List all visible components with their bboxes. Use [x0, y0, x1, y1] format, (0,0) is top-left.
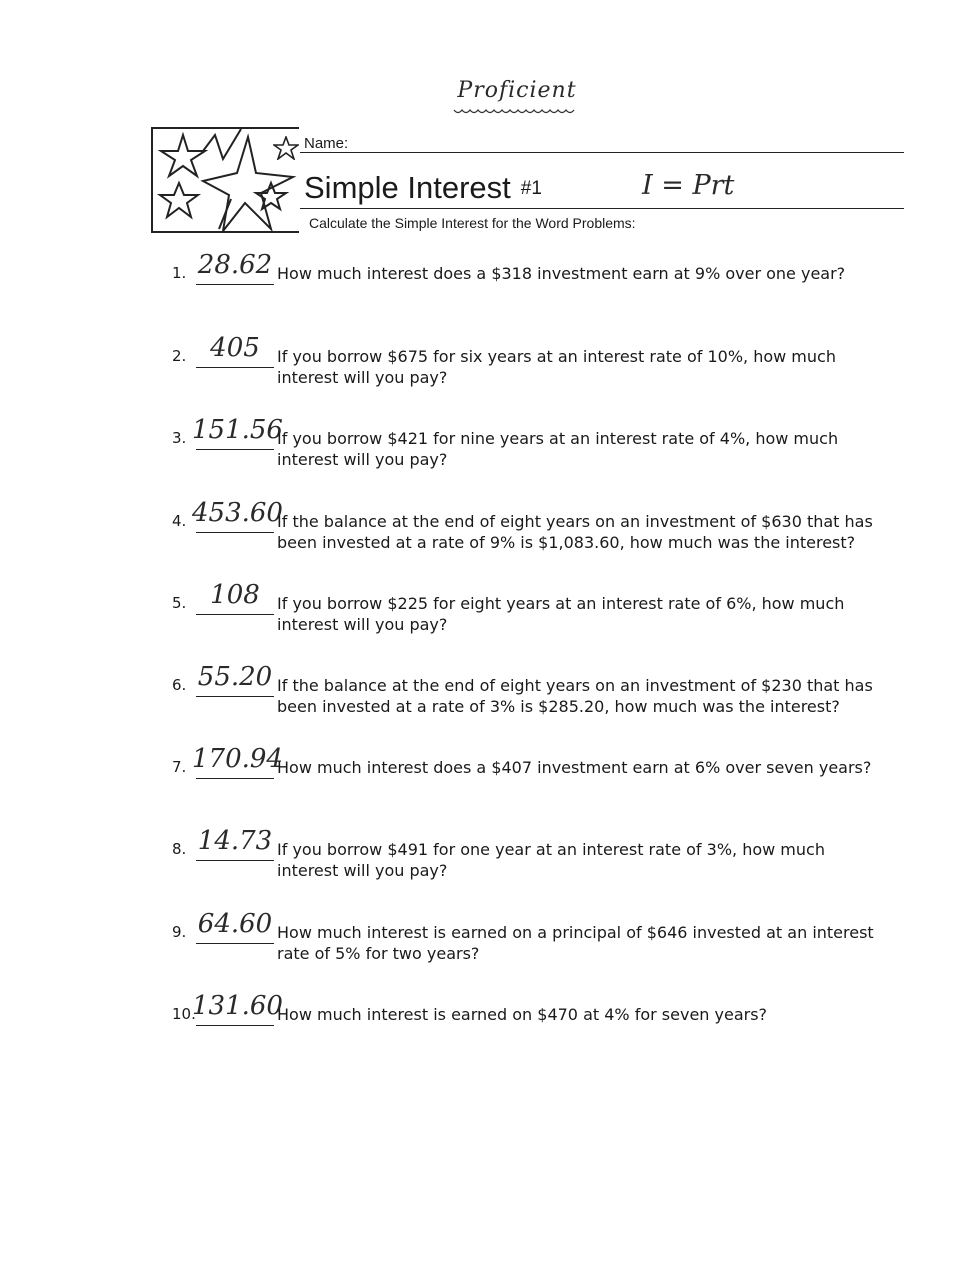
answer-blank[interactable]: [196, 943, 274, 944]
handwritten-answer: 131.60: [192, 991, 283, 1021]
problem-number: 6.: [172, 676, 187, 694]
title-number: #1: [520, 178, 542, 199]
small-star-icon: [273, 136, 299, 160]
problem-number: 5.: [172, 594, 187, 612]
worksheet-title: [304, 170, 542, 206]
proficient-label: Proficient: [457, 78, 577, 103]
problem-number: 1.: [172, 264, 187, 282]
wavy-underline: [452, 106, 582, 116]
title-text: Simple Interest: [304, 170, 511, 205]
answer-blank[interactable]: [196, 532, 274, 533]
handwritten-answer: 14.73: [197, 826, 273, 856]
problem-text: If you borrow $225 for eight years at an interest rate of 6%, how much interest will you pay?: [277, 594, 845, 634]
problem-text: How much interest does a $318 investment earn at 9% over one year?: [277, 264, 846, 283]
name-field-line: [300, 152, 904, 153]
problem-number: 8.: [172, 840, 187, 858]
problem-number: 9.: [172, 923, 187, 941]
problem-number: 4.: [172, 512, 187, 530]
handwritten-answer: 64.60: [197, 909, 273, 939]
answer-blank[interactable]: [196, 284, 274, 285]
problem-text: If you borrow $491 for one year at an interest rate of 3%, how much interest will you pay?: [277, 840, 825, 880]
problem-number: 3.: [172, 429, 187, 447]
answer-blank[interactable]: [196, 449, 274, 450]
answer-blank[interactable]: [196, 1025, 274, 1026]
handwritten-answer: 28.62: [197, 250, 273, 280]
problem-number: 10.: [172, 1005, 196, 1023]
handwritten-answer: 405: [210, 333, 260, 363]
problem-text: If you borrow $421 for nine years at an interest rate of 4%, how much interest will you pay?: [277, 429, 839, 469]
instructions: Calculate the Simple Interest for the Word Problems:: [309, 215, 636, 231]
title-rule: [300, 208, 904, 209]
handwritten-answer: 453.60: [192, 498, 283, 528]
answer-blank[interactable]: [196, 614, 274, 615]
problem-text: If the balance at the end of eight years on an investment of $630 that has been invested at a rate of 9% is $1,083.60, how much was the interest?: [277, 512, 873, 552]
handwritten-answer: 170.94: [192, 744, 283, 774]
answer-blank[interactable]: [196, 860, 274, 861]
problem-text: If you borrow $675 for six years at an interest rate of 10%, how much interest will you pay?: [277, 347, 836, 387]
problem-text: How much interest is earned on $470 at 4% for seven years?: [277, 1005, 768, 1024]
problem-text: How much interest is earned on a principal of $646 invested at an interest rate of 5% for two years?: [277, 923, 874, 963]
formula-text: I = Prt: [642, 170, 735, 201]
problem-text: If the balance at the end of eight years on an investment of $230 that has been invested at a rate of 3% is $285.20, how much was the interest?: [277, 676, 873, 716]
handwritten-answer: 108: [210, 580, 260, 610]
problem-text: How much interest does a $407 investment earn at 6% over seven years?: [277, 758, 872, 777]
answer-blank[interactable]: [196, 778, 274, 779]
name-label: Name:: [304, 135, 349, 152]
problem-number: 7.: [172, 758, 187, 776]
answer-blank[interactable]: [196, 367, 274, 368]
problem-number: 2.: [172, 347, 187, 365]
handwritten-answer: 151.56: [192, 415, 283, 445]
answer-blank[interactable]: [196, 696, 274, 697]
handwritten-answer: 55.20: [197, 662, 273, 692]
